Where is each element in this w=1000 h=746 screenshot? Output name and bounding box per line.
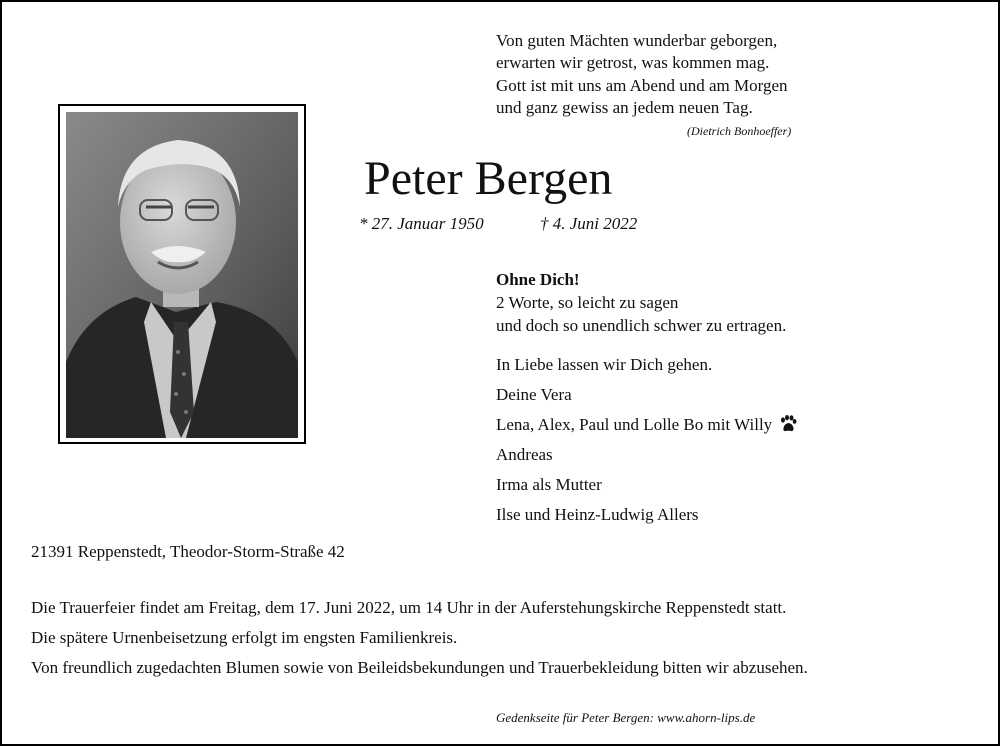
portrait-illustration xyxy=(66,112,298,438)
memorial-page-link: Gedenkseite für Peter Bergen: www.ahorn-lips.de xyxy=(496,710,756,725)
poem xyxy=(496,30,788,119)
verse-line: und doch so unendlich schwer zu ertragen. xyxy=(496,316,787,335)
poem-author: (Dietrich Bonhoeffer) xyxy=(687,124,792,138)
mourner-name: Deine Vera xyxy=(496,385,572,404)
mourners-intro: In Liebe lassen wir Dich gehen. xyxy=(496,355,713,374)
notice-line: Die spätere Urnenbeisetzung erfolgt im engsten Familienkreis. xyxy=(31,628,458,647)
notice-line: Die Trauerfeier findet am Freitag, dem 17. Juni 2022, um 14 Uhr in der Auferstehungskirche Reppenstedt statt. xyxy=(31,598,787,617)
poem-line: Gott ist mit uns am Abend und am Morgen xyxy=(496,75,788,95)
portrait-frame xyxy=(58,104,306,444)
mourner-row-with-icon xyxy=(496,414,798,444)
poem-line: Von guten Mächten wunderbar geborgen, xyxy=(496,31,778,50)
paw-print-icon xyxy=(778,414,798,440)
verse xyxy=(496,268,786,337)
portrait-photo xyxy=(66,112,298,438)
mourner-name: Lena, Alex, Paul und Lolle Bo mit Willy xyxy=(496,415,773,434)
poem-line: erwarten wir getrost, was kommen mag. xyxy=(496,53,770,73)
birth-date: * 27. Januar 1950 xyxy=(359,214,484,233)
verse-line: 2 Worte, so leicht zu sagen xyxy=(496,293,679,312)
death-date: † 4. Juni 2022 xyxy=(540,214,638,233)
mourner-name: Andreas xyxy=(496,445,553,464)
funeral-notices xyxy=(31,597,808,687)
mourner-name: Irma als Mutter xyxy=(496,475,602,494)
deceased-name: Peter Bergen xyxy=(364,152,613,205)
address: 21391 Reppenstedt, Theodor-Storm-Straße 42 xyxy=(31,542,345,561)
mourners-list xyxy=(496,354,798,534)
verse-heading: Ohne Dich! xyxy=(496,270,580,289)
notice-line: Von freundlich zugedachten Blumen sowie von Beileidsbekundungen und Trauerbekleidung bitten wir abzusehen. xyxy=(31,658,808,677)
mourner-name: Ilse und Heinz-Ludwig Allers xyxy=(496,505,699,524)
life-dates xyxy=(359,214,638,234)
poem-line: und ganz gewiss an jedem neuen Tag. xyxy=(496,97,753,117)
